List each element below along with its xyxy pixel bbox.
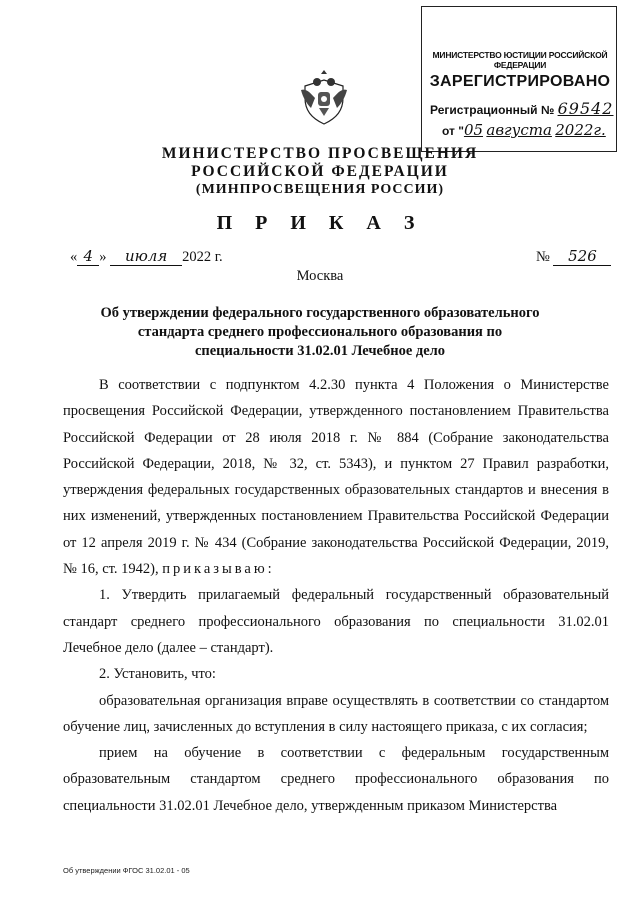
paragraph-basis: [63, 372, 609, 582]
footer-file-name: Об утверждении ФГОС 31.02.01 - 05: [63, 866, 190, 875]
paragraph-basis-text: В соответствии с подпунктом 4.2.30 пункта 4 Положения о Министерстве просвещения Российской Федерации, утвержденного постановлением Правительства Российской Федерации от 28 июля 2018 г. № 884 (Собрание законодательства Российской Федерации, 2018, № 32, ст. 5343), и пунктом 27 Правил разработки, утверждения федеральных государственных образовательных стандартов и внесения в них изменений, утвержденных постановлением Правительства Российской Федерации от 12 апреля 2019 г. № 434 (Собрание законодательства Российской Федерации, 2019, № 16, ст. 1942),: [63, 377, 609, 578]
date-year: 2022 г.: [182, 249, 223, 265]
ministry-name: [0, 145, 640, 181]
stamp-reg-number: 69542: [557, 99, 614, 118]
stamp-date-year: 2022г.: [555, 121, 606, 139]
order-date: [70, 247, 223, 266]
order-number: [536, 247, 611, 266]
stamp-date-month: августа: [486, 121, 552, 139]
russian-coat-of-arms-icon: [297, 68, 351, 126]
paragraph-2: 2. Установить, что:: [99, 666, 216, 683]
order-body: [63, 372, 609, 819]
stamp-date-line: [442, 121, 606, 139]
stamp-date-prefix: от ": [442, 124, 464, 138]
stamp-date-day: 05: [463, 121, 484, 139]
ministry-short-name: (МИНПРОСВЕЩЕНИЯ РОССИИ): [195, 182, 445, 197]
paragraph-4: прием на обучение в соответствии с федеральным государственным образовательным стандартом среднего профессионального образования по специальности 31.02.01 Лечебное дело, утвержденным приказом Министерства: [63, 745, 609, 814]
registration-stamp: [421, 6, 617, 152]
ministry-name-line2: РОССИЙСКОЙ ФЕДЕРАЦИИ: [191, 163, 449, 180]
city: Москва: [296, 268, 344, 284]
number-label: №: [536, 249, 550, 265]
order-title: Об утверждении федерального государственного образовательного стандарта среднего профессионального образования по специальности 31.02.01 Лечебное дело: [100, 305, 540, 359]
paragraph-3: образовательная организация вправе осуществлять в соответствии со стандартом обучение лиц, зачисленных до вступления в силу настоящего приказа, с их согласия;: [63, 692, 609, 735]
order-verb: приказываю:: [162, 561, 275, 578]
stamp-reg-label: Регистрационный №: [430, 103, 555, 117]
date-month: июля: [110, 247, 182, 266]
ministry-name-line1: МИНИСТЕРСТВО ПРОСВЕЩЕНИЯ: [161, 145, 479, 162]
stamp-ministry: МИНИСТЕРСТВО ЮСТИЦИИ РОССИЙСКОЙ ФЕДЕРАЦИИ: [432, 50, 608, 70]
stamp-registration-number-line: [430, 99, 613, 118]
date-day: 4: [77, 247, 99, 266]
number-value: 526: [553, 247, 611, 266]
stamp-registered: ЗАРЕГИСТРИРОВАНО: [429, 73, 611, 90]
paragraph-1: 1. Утвердить прилагаемый федеральный государственный образовательный стандарт среднего профессионального образования по специальности 31.02.01 Лечебное дело (далее – стандарт).: [63, 587, 609, 656]
date-close-quote: »: [99, 249, 107, 265]
date-open-quote: «: [70, 249, 78, 265]
document-type: П Р И К А З: [216, 212, 424, 234]
